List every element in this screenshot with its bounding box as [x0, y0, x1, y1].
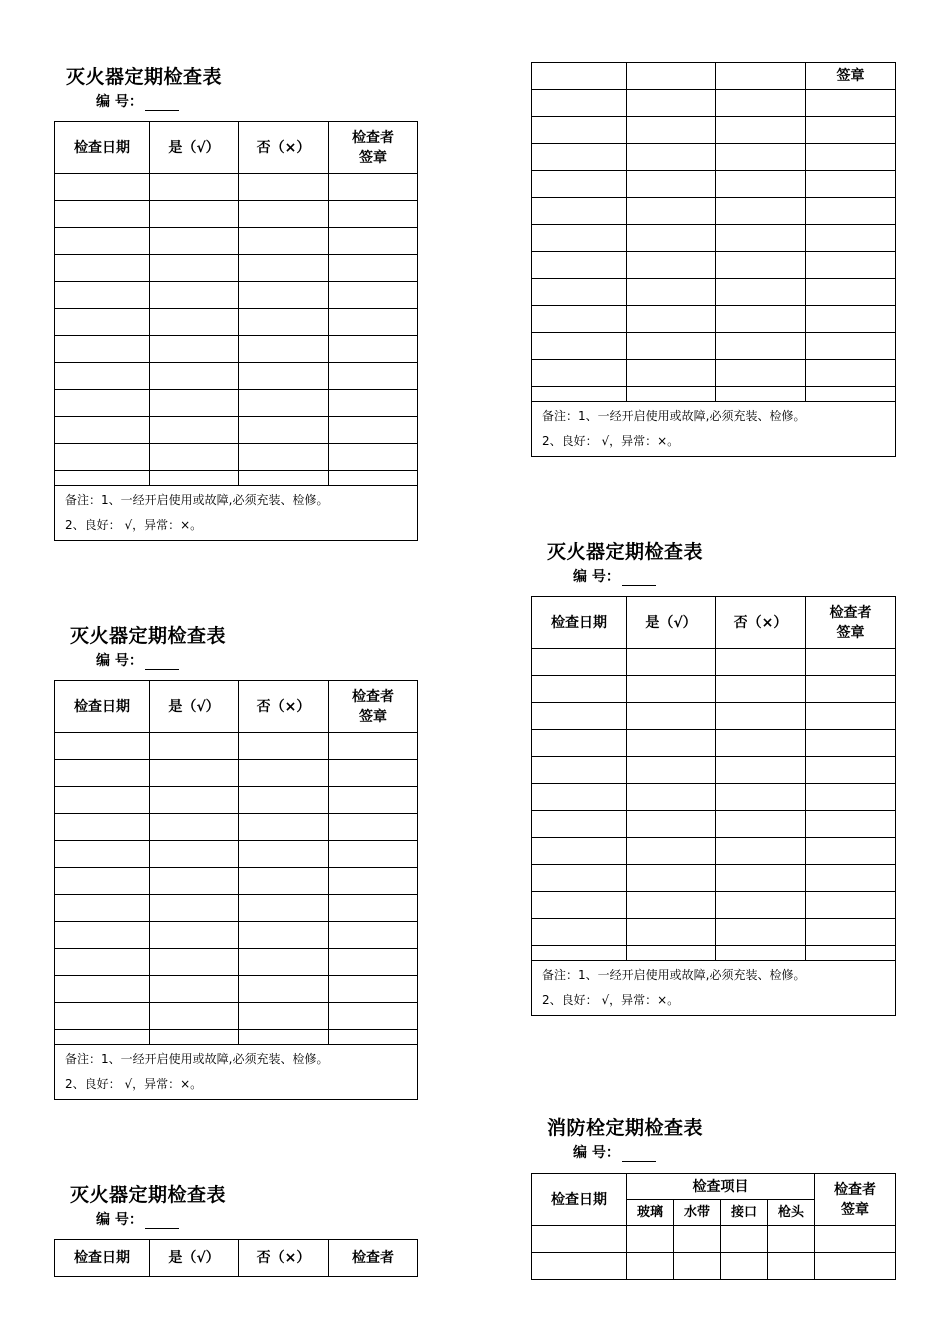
header-date: 检查日期 — [55, 1240, 150, 1277]
header-joint: 接口 — [721, 1200, 768, 1226]
hydrant-serial-field[interactable] — [622, 1147, 656, 1162]
table-row — [55, 336, 418, 363]
form2-serial-field[interactable] — [145, 655, 179, 670]
table-row — [55, 471, 418, 486]
continuation-notes: 备注：1、一经开启使用或故障,必须充装、检修。 2、良好： √，异常：×。 — [532, 402, 896, 457]
form2-serial-label: 编 号： — [96, 653, 143, 669]
form1-title: 灭火器定期检查表 — [66, 66, 223, 88]
table-row — [55, 1003, 418, 1030]
table-row — [55, 174, 418, 201]
form1-table — [54, 121, 418, 541]
table-row — [55, 309, 418, 336]
table-row — [532, 892, 896, 919]
table-row — [532, 676, 896, 703]
table-row — [532, 946, 896, 961]
table-row — [532, 865, 896, 892]
table-row — [532, 730, 896, 757]
header-inspector: 检查者 签章 — [329, 122, 418, 174]
table-row — [532, 252, 896, 279]
table-row — [532, 360, 896, 387]
form4-serial-label: 编 号： — [573, 569, 620, 585]
header-items: 检查项目 — [627, 1174, 815, 1200]
table-row — [55, 201, 418, 228]
table-row — [532, 333, 896, 360]
form3-serial-field[interactable] — [145, 1214, 179, 1229]
table-row — [55, 814, 418, 841]
table-row — [55, 228, 418, 255]
form2-notes: 备注：1、一经开启使用或故障,必须充装、检修。 2、良好： √，异常：×。 — [55, 1045, 418, 1100]
form4-table — [531, 596, 896, 1016]
header-inspector: 检查者 签章 — [815, 1174, 896, 1226]
form2-serial — [96, 650, 179, 670]
table-row — [55, 282, 418, 309]
hydrant-serial-label: 编 号： — [573, 1145, 620, 1161]
header-date: 检查日期 — [55, 122, 150, 174]
table-row — [55, 976, 418, 1003]
table-row — [532, 117, 896, 144]
header-yes: 是（√） — [150, 681, 239, 733]
continuation-table — [531, 62, 896, 457]
table-row — [532, 225, 896, 252]
header-no: 否（×） — [239, 1240, 329, 1277]
header-date: 检查日期 — [55, 681, 150, 733]
table-row — [55, 760, 418, 787]
table-row — [532, 784, 896, 811]
table-row — [55, 841, 418, 868]
form3-table — [54, 1239, 418, 1277]
table-row — [532, 90, 896, 117]
header-date: 检查日期 — [532, 1174, 627, 1226]
table-row — [532, 703, 896, 730]
table-row — [532, 171, 896, 198]
form1-serial-label: 编 号： — [96, 94, 143, 110]
header-yes: 是（√） — [627, 597, 716, 649]
header-nozzle: 枪头 — [768, 1200, 815, 1226]
form1-serial — [96, 91, 179, 111]
table-row — [532, 757, 896, 784]
table-row — [532, 1253, 896, 1280]
header-glass: 玻璃 — [627, 1200, 674, 1226]
table-row — [55, 255, 418, 282]
table-row — [532, 919, 896, 946]
table-row — [55, 868, 418, 895]
form4-serial-field[interactable] — [622, 571, 656, 586]
table-row — [55, 949, 418, 976]
header-hose: 水带 — [674, 1200, 721, 1226]
table-row — [532, 387, 896, 402]
table-row — [55, 895, 418, 922]
form4-title: 灭火器定期检查表 — [547, 541, 704, 563]
hydrant-serial — [573, 1142, 656, 1162]
form3-title: 灭火器定期检查表 — [70, 1184, 227, 1206]
form3-serial — [96, 1209, 179, 1229]
header-sign: 签章 — [806, 63, 896, 90]
header-yes: 是（√） — [150, 122, 239, 174]
table-row — [532, 838, 896, 865]
header-no: 否（×） — [716, 597, 806, 649]
form2-title: 灭火器定期检查表 — [70, 625, 227, 647]
table-row — [55, 1030, 418, 1045]
header-inspector: 检查者 签章 — [329, 681, 418, 733]
hydrant-title: 消防栓定期检查表 — [547, 1117, 704, 1139]
table-row — [532, 198, 896, 225]
header-yes: 是（√） — [150, 1240, 239, 1277]
header-no: 否（×） — [239, 122, 329, 174]
table-row — [55, 390, 418, 417]
form4-notes: 备注：1、一经开启使用或故障,必须充装、检修。 2、良好： √，异常：×。 — [532, 961, 896, 1016]
header-inspector: 检查者 签章 — [806, 597, 896, 649]
table-row — [55, 363, 418, 390]
header-no: 否（×） — [239, 681, 329, 733]
table-row — [532, 144, 896, 171]
form1-serial-field[interactable] — [145, 96, 179, 111]
form4-serial — [573, 566, 656, 586]
header-date: 检查日期 — [532, 597, 627, 649]
table-row — [532, 811, 896, 838]
table-row — [55, 787, 418, 814]
table-row — [55, 444, 418, 471]
table-row — [532, 649, 896, 676]
table-row — [55, 922, 418, 949]
table-row — [532, 306, 896, 333]
form3-serial-label: 编 号： — [96, 1212, 143, 1228]
form2-table — [54, 680, 418, 1100]
form1-notes: 备注：1、一经开启使用或故障,必须充装、检修。 2、良好： √，异常：×。 — [55, 486, 418, 541]
header-inspector: 检查者 — [329, 1240, 418, 1277]
table-row — [55, 733, 418, 760]
hydrant-table — [531, 1173, 896, 1280]
table-row — [55, 417, 418, 444]
table-row — [532, 279, 896, 306]
table-row — [532, 1226, 896, 1253]
